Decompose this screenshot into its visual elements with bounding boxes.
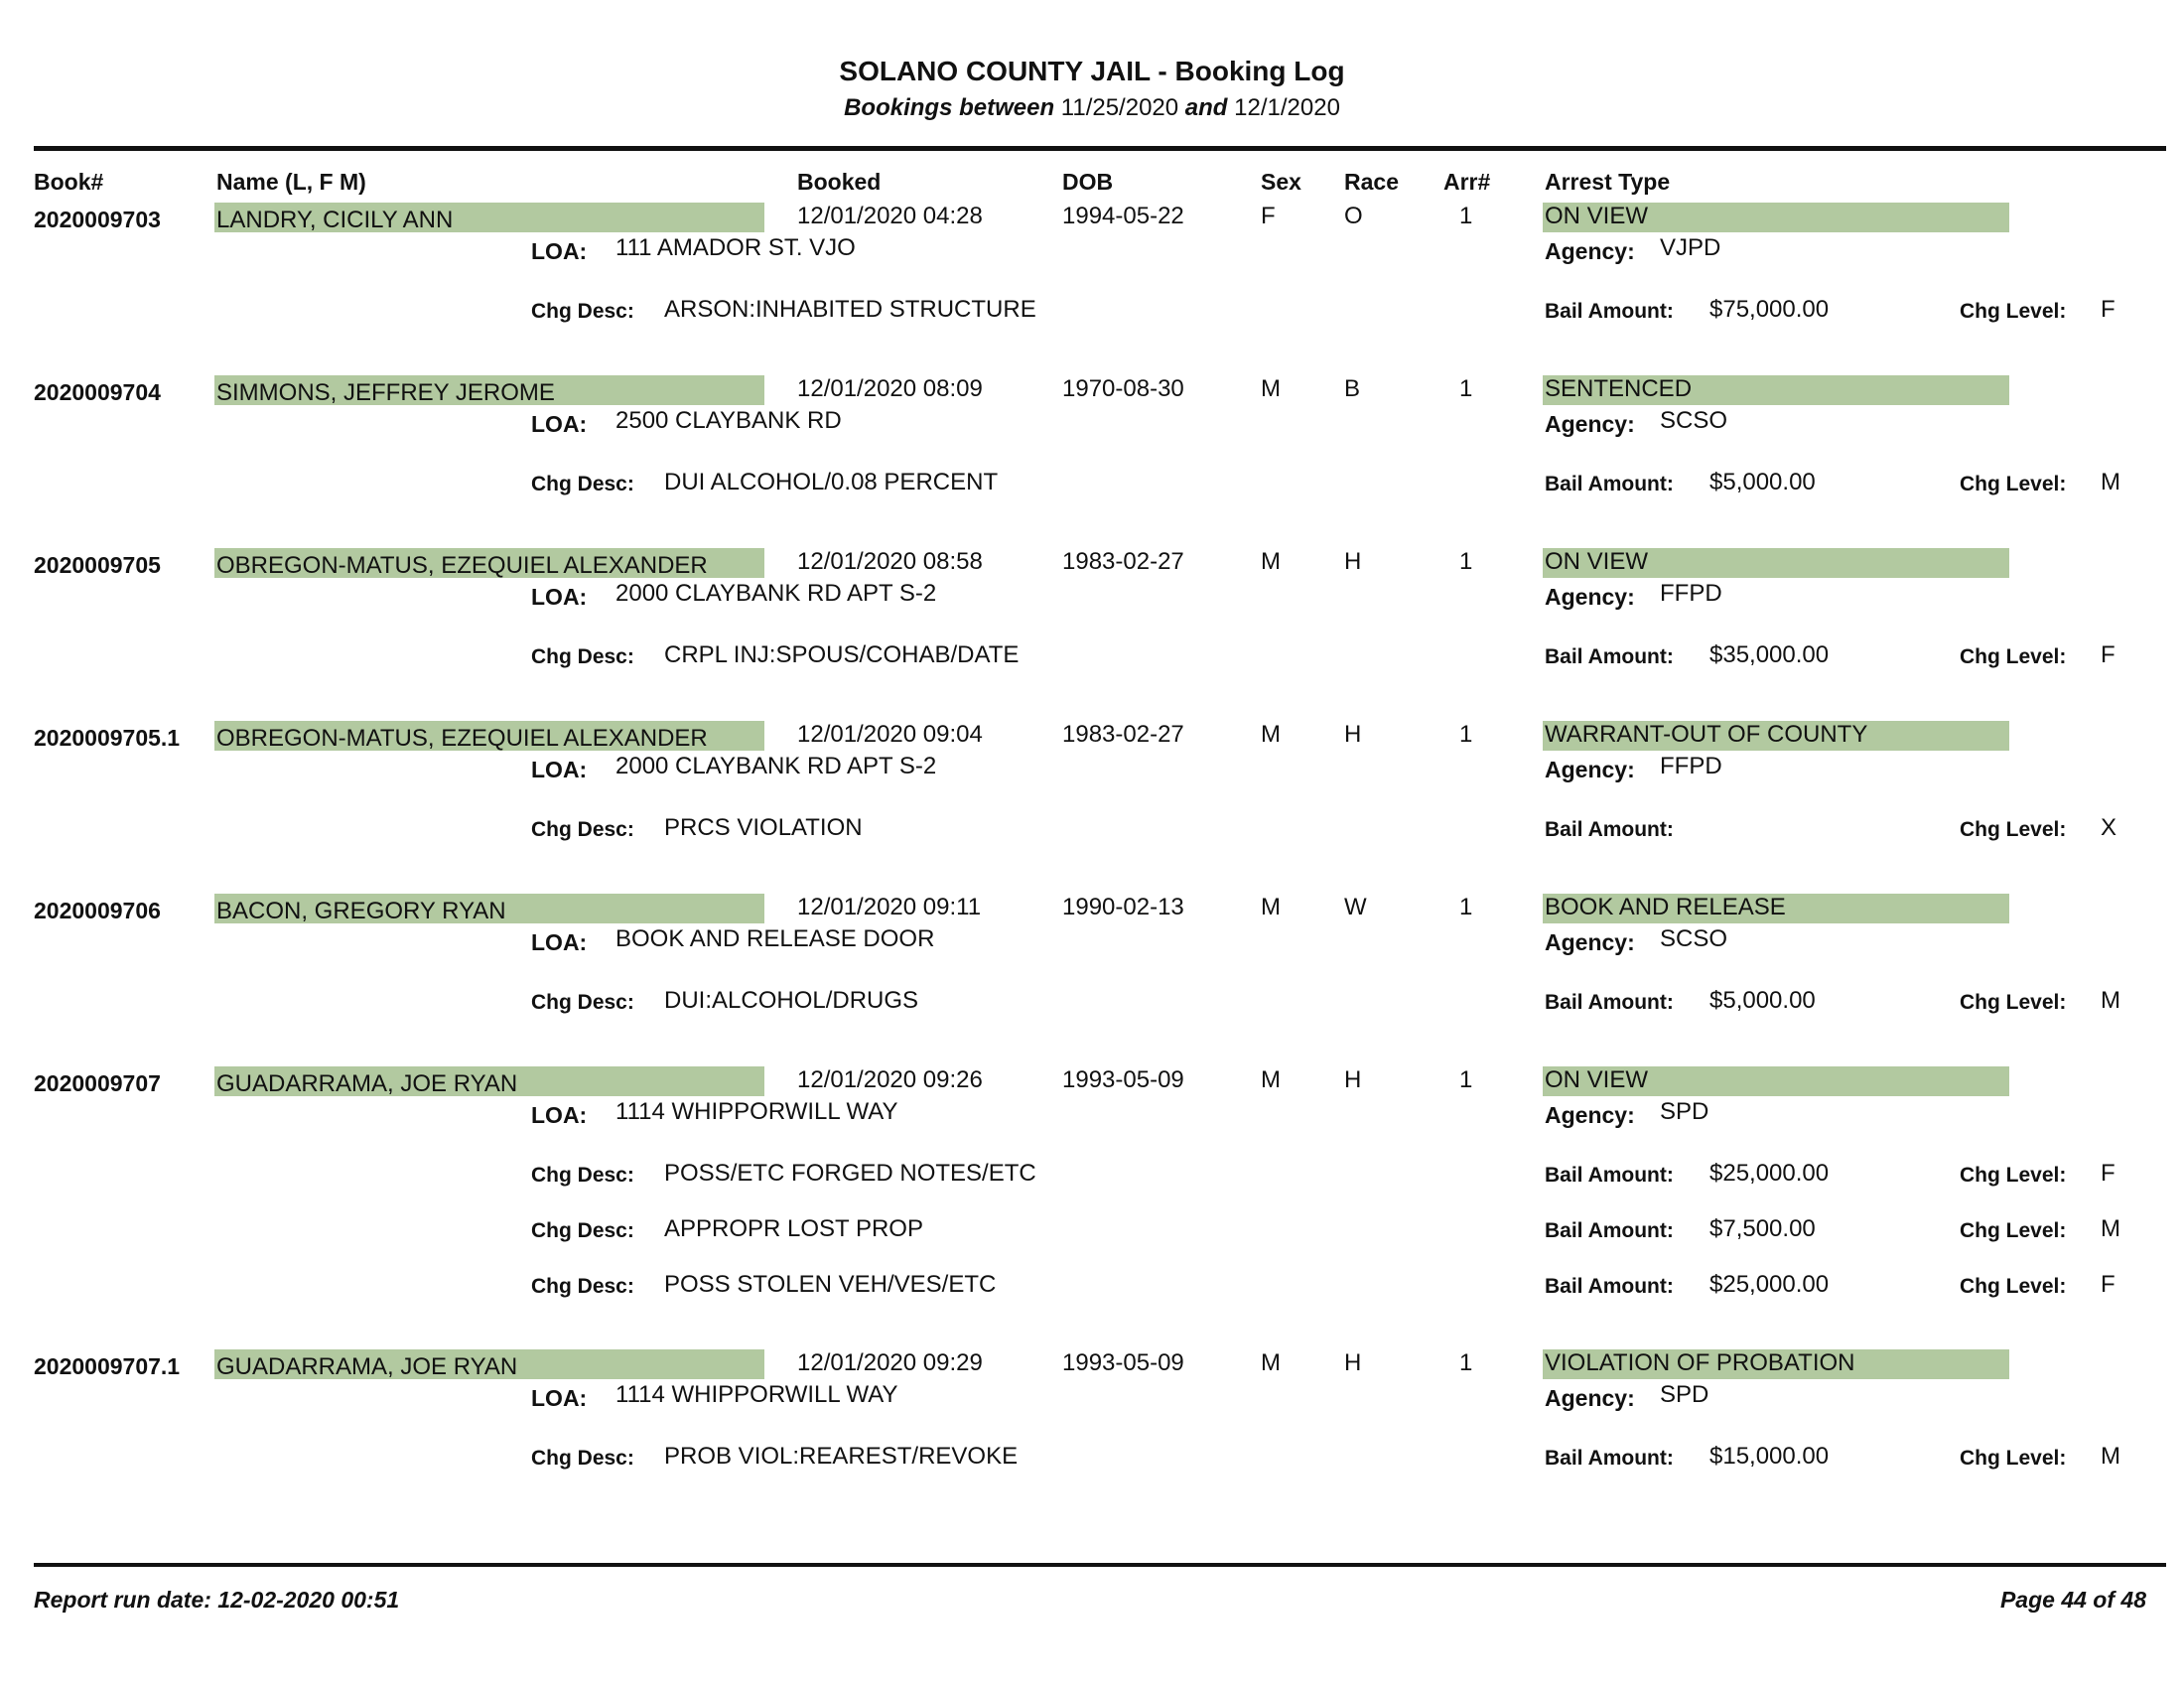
subtitle-from-date: 11/25/2020 (1060, 94, 1179, 121)
arrest-number: 1 (1459, 894, 1473, 920)
book-number: 2020009704 (34, 379, 161, 405)
agency-label: Agency: (1545, 584, 1635, 610)
bail-amount-label: Bail Amount: (1545, 300, 1674, 323)
bail-amount-value: $5,000.00 (1709, 987, 1816, 1014)
arrest-number: 1 (1459, 721, 1473, 748)
booking-record (0, 1349, 2184, 1508)
charge-level-value: M (2101, 469, 2120, 495)
arrest-number: 1 (1459, 203, 1473, 229)
charge-row (0, 1160, 2184, 1194)
inmate-name: LANDRY, CICILY ANN (216, 207, 454, 233)
charge-level-value: F (2101, 1271, 2116, 1298)
bail-amount-value: $35,000.00 (1709, 641, 1830, 668)
arrest-number: 1 (1459, 375, 1473, 402)
charge-row (0, 987, 2184, 1021)
charge-level-value: F (2101, 1160, 2116, 1187)
race-value: W (1344, 894, 1367, 920)
sex-value: M (1261, 894, 1281, 920)
loa-label: LOA: (531, 411, 588, 437)
charge-desc-value: DUI ALCOHOL/0.08 PERCENT (664, 469, 999, 495)
loa-value: 2000 CLAYBANK RD APT S-2 (615, 580, 937, 607)
header-rule (34, 146, 2166, 151)
booked-datetime: 12/01/2020 04:28 (797, 203, 983, 229)
arrest-type: ON VIEW (1545, 1066, 1649, 1093)
sex-value: F (1261, 203, 1276, 229)
bail-amount-label: Bail Amount: (1545, 1275, 1674, 1298)
arrest-type: ON VIEW (1545, 203, 1649, 229)
agency-value: SPD (1660, 1381, 1709, 1408)
charge-row (0, 641, 2184, 675)
loa-value: BOOK AND RELEASE DOOR (615, 925, 935, 952)
agency-label: Agency: (1545, 1102, 1635, 1128)
charge-row (0, 1443, 2184, 1477)
charge-level-value: F (2101, 296, 2116, 323)
inmate-name: SIMMONS, JEFFREY JEROME (216, 379, 555, 406)
bail-amount-value: $5,000.00 (1709, 469, 1816, 495)
agency-label: Agency: (1545, 1385, 1635, 1411)
race-value: H (1344, 548, 1362, 575)
charge-desc-label: Chg Desc: (531, 473, 634, 495)
booked-datetime: 12/01/2020 09:11 (797, 894, 982, 920)
charge-level-label: Chg Level: (1960, 1219, 2067, 1242)
charge-desc-value: CRPL INJ:SPOUS/COHAB/DATE (664, 641, 1020, 668)
charge-desc-value: APPROPR LOST PROP (664, 1215, 923, 1242)
charge-level-label: Chg Level: (1960, 991, 2067, 1014)
booking-record (0, 721, 2184, 880)
charge-level-label: Chg Level: (1960, 300, 2067, 323)
booking-record (0, 894, 2184, 1053)
sex-value: M (1261, 1349, 1281, 1376)
col-header-book: Book# (34, 169, 104, 195)
agency-value: VJPD (1660, 234, 1721, 261)
charge-desc-label: Chg Desc: (531, 645, 634, 668)
booked-datetime: 12/01/2020 08:58 (797, 548, 983, 575)
charge-row (0, 1215, 2184, 1249)
subtitle-to-date: 12/1/2020 (1234, 94, 1340, 121)
booking-record (0, 375, 2184, 534)
charge-level-value: X (2101, 814, 2117, 841)
date-of-birth: 1993-05-09 (1062, 1349, 1184, 1376)
arrest-number: 1 (1459, 1066, 1473, 1093)
loa-label: LOA: (531, 1385, 588, 1411)
charge-desc-label: Chg Desc: (531, 818, 634, 841)
loa-value: 111 AMADOR ST. VJO (615, 234, 856, 261)
charge-level-label: Chg Level: (1960, 1164, 2067, 1187)
bail-amount-value: $25,000.00 (1709, 1160, 1830, 1187)
book-number: 2020009707 (34, 1070, 161, 1096)
charge-row (0, 296, 2184, 330)
charge-level-label: Chg Level: (1960, 818, 2067, 841)
bail-amount-label: Bail Amount: (1545, 645, 1674, 668)
loa-value: 2000 CLAYBANK RD APT S-2 (615, 753, 937, 779)
arrest-number: 1 (1459, 548, 1473, 575)
booked-datetime: 12/01/2020 09:29 (797, 1349, 983, 1376)
book-number: 2020009706 (34, 898, 161, 923)
loa-label: LOA: (531, 238, 588, 264)
charge-desc-label: Chg Desc: (531, 1447, 634, 1470)
booked-datetime: 12/01/2020 09:04 (797, 721, 983, 748)
col-header-race: Race (1344, 169, 1399, 195)
charge-desc-label: Chg Desc: (531, 1164, 634, 1187)
inmate-name: GUADARRAMA, JOE RYAN (216, 1353, 518, 1380)
book-number: 2020009703 (34, 207, 161, 232)
charge-desc-value: PROB VIOL:REAREST/REVOKE (664, 1443, 1019, 1470)
bail-amount-label: Bail Amount: (1545, 473, 1674, 495)
agency-label: Agency: (1545, 929, 1635, 955)
col-header-sex: Sex (1261, 169, 1301, 195)
inmate-name: OBREGON-MATUS, EZEQUIEL ALEXANDER (216, 552, 708, 579)
charge-desc-value: ARSON:INHABITED STRUCTURE (664, 296, 1036, 323)
inmate-name: OBREGON-MATUS, EZEQUIEL ALEXANDER (216, 725, 708, 752)
charge-level-label: Chg Level: (1960, 1275, 2067, 1298)
race-value: H (1344, 1349, 1362, 1376)
bail-amount-value: $75,000.00 (1709, 296, 1830, 323)
loa-value: 1114 WHIPPORWILL WAY (615, 1098, 898, 1125)
book-number: 2020009705.1 (34, 725, 181, 751)
booked-datetime: 12/01/2020 08:09 (797, 375, 983, 402)
charge-desc-value: PRCS VIOLATION (664, 814, 863, 841)
charge-level-value: F (2101, 641, 2116, 668)
agency-label: Agency: (1545, 238, 1635, 264)
charge-desc-value: POSS STOLEN VEH/VES/ETC (664, 1271, 997, 1298)
footer-rule (34, 1563, 2166, 1567)
loa-label: LOA: (531, 757, 588, 782)
report-run-date: Report run date: 12-02-2020 00:51 (34, 1587, 400, 1613)
loa-label: LOA: (531, 929, 588, 955)
bail-amount-value: $25,000.00 (1709, 1271, 1830, 1298)
col-header-dob: DOB (1062, 169, 1114, 195)
agency-value: SCSO (1660, 407, 1728, 434)
charge-desc-label: Chg Desc: (531, 1275, 634, 1298)
col-header-booked: Booked (797, 169, 882, 195)
charge-desc-value: POSS/ETC FORGED NOTES/ETC (664, 1160, 1036, 1187)
report-title: SOLANO COUNTY JAIL - Booking Log (839, 56, 1345, 86)
charge-desc-label: Chg Desc: (531, 1219, 634, 1242)
charge-desc-value: DUI:ALCOHOL/DRUGS (664, 987, 919, 1014)
date-of-birth: 1970-08-30 (1062, 375, 1184, 402)
race-value: O (1344, 203, 1363, 229)
date-of-birth: 1993-05-09 (1062, 1066, 1184, 1093)
date-of-birth: 1990-02-13 (1062, 894, 1184, 920)
race-value: B (1344, 375, 1361, 402)
booking-record (0, 1066, 2184, 1298)
agency-label: Agency: (1545, 757, 1635, 782)
arrest-type: BOOK AND RELEASE (1545, 894, 1786, 920)
date-of-birth: 1983-02-27 (1062, 548, 1184, 575)
bail-amount-value: $15,000.00 (1709, 1443, 1830, 1470)
arrest-type: VIOLATION OF PROBATION (1545, 1349, 1855, 1376)
charge-level-value: M (2101, 987, 2120, 1014)
agency-value: SPD (1660, 1098, 1709, 1125)
booking-record (0, 203, 2184, 361)
bail-amount-label: Bail Amount: (1545, 818, 1674, 841)
book-number: 2020009705 (34, 552, 161, 578)
race-value: H (1344, 1066, 1362, 1093)
sex-value: M (1261, 375, 1281, 402)
bail-amount-label: Bail Amount: (1545, 991, 1674, 1014)
charge-desc-label: Chg Desc: (531, 300, 634, 323)
charge-level-label: Chg Level: (1960, 1447, 2067, 1470)
sex-value: M (1261, 721, 1281, 748)
bail-amount-label: Bail Amount: (1545, 1219, 1674, 1242)
bail-amount-label: Bail Amount: (1545, 1447, 1674, 1470)
loa-value: 1114 WHIPPORWILL WAY (615, 1381, 898, 1408)
col-header-arr: Arr# (1443, 169, 1491, 195)
agency-label: Agency: (1545, 411, 1635, 437)
charge-row (0, 814, 2184, 848)
agency-value: FFPD (1660, 753, 1722, 779)
sex-value: M (1261, 1066, 1281, 1093)
charge-row (0, 469, 2184, 502)
loa-label: LOA: (531, 1102, 588, 1128)
sex-value: M (1261, 548, 1281, 575)
bail-amount-label: Bail Amount: (1545, 1164, 1674, 1187)
col-header-name: Name (L, F M) (216, 169, 366, 195)
race-value: H (1344, 721, 1362, 748)
report-subtitle (0, 94, 2184, 122)
arrest-type: SENTENCED (1545, 375, 1693, 402)
subtitle-label-between: Bookings between (844, 94, 1055, 121)
page-number: Page 44 of 48 (1999, 1587, 2146, 1613)
inmate-name: BACON, GREGORY RYAN (216, 898, 506, 924)
arrest-type: ON VIEW (1545, 548, 1649, 575)
arrest-number: 1 (1459, 1349, 1473, 1376)
charge-desc-label: Chg Desc: (531, 991, 634, 1014)
charge-level-label: Chg Level: (1960, 473, 2067, 495)
book-number: 2020009707.1 (34, 1353, 181, 1379)
charge-row (0, 1271, 2184, 1305)
loa-label: LOA: (531, 584, 588, 610)
inmate-name: GUADARRAMA, JOE RYAN (216, 1070, 518, 1097)
date-of-birth: 1983-02-27 (1062, 721, 1184, 748)
agency-value: SCSO (1660, 925, 1728, 952)
charge-level-value: M (2101, 1215, 2120, 1242)
charge-level-value: M (2101, 1443, 2120, 1470)
bail-amount-value: $7,500.00 (1709, 1215, 1816, 1242)
charge-level-label: Chg Level: (1960, 645, 2067, 668)
booking-record (0, 548, 2184, 707)
booked-datetime: 12/01/2020 09:26 (797, 1066, 983, 1093)
col-header-arrest-type: Arrest Type (1545, 169, 1671, 195)
arrest-type: WARRANT-OUT OF COUNTY (1545, 721, 1868, 748)
subtitle-label-and: and (1184, 94, 1228, 121)
loa-value: 2500 CLAYBANK RD (615, 407, 842, 434)
agency-value: FFPD (1660, 580, 1722, 607)
date-of-birth: 1994-05-22 (1062, 203, 1184, 229)
